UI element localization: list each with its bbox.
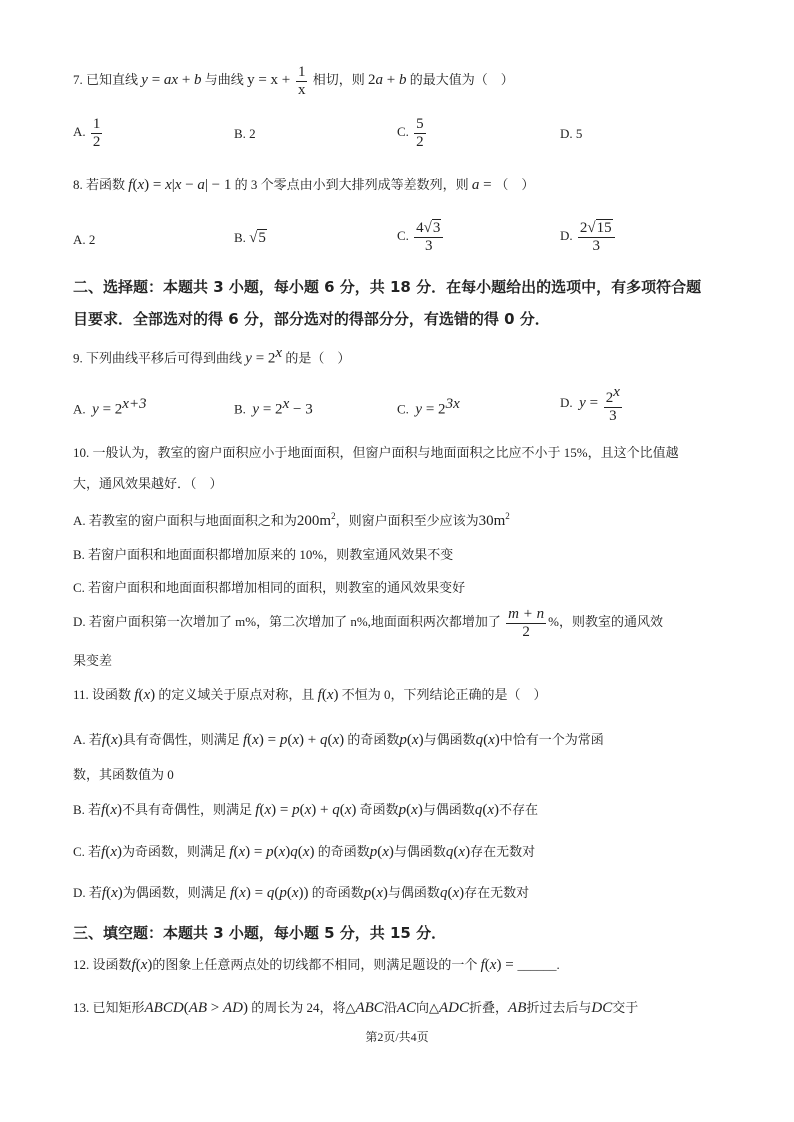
question-13: 13. 已知矩形ABCD(AB > AD) 的周长为 24，将△ABC沿AC向△ADC折叠，AB折过去后与DC交于 [73,1000,639,1016]
q8-option-a[interactable]: A. 2 [73,232,96,247]
q10-option-d[interactable]: D. 若窗户面积第一次增加了 m%，第二次增加了 n%,地面面积两次都增加了 $\frac{m + n}{2}$ %，则教室的通风效 [73,606,663,640]
q9-option-b[interactable]: B. $y = 2^x - 3$ [234,396,313,418]
question-9: 9. 下列曲线平移后可得到曲线 $y = 2^x$ 的是（ ） [73,345,351,367]
q11-option-a[interactable]: A. 若f(x)具有奇偶性，则满足 f(x) = p(x) + q(x) 的奇函数p(x)与偶函数q(x)中恰有一个为常函 [73,732,604,748]
q10-option-c[interactable]: C. 若窗户面积和地面面积都增加相同的面积，则教室的通风效果变好 [73,580,466,595]
q11-option-a-line2: 数，其函数值为 0 [73,767,174,782]
page-footer: 第2页/共4页 [365,1030,429,1044]
question-8: 8. 若函数 f(x) = x|x − a| − 1 的 3 个零点由小到大排列成等差数列，则 a = （ ） [73,177,535,193]
q8-option-b[interactable]: B. √5 [234,230,266,246]
question-10-line2: 大，通风效果越好．（ ） [73,476,223,491]
section-2-heading: 二、选择题：本题共 3 小题，每小题 6 分，共 18 分．在每小题给出的选项中，有多项符合题 [73,278,702,296]
q9-option-d[interactable]: D. y = $\frac{2^x}{3}$ [560,384,620,424]
question-12: 12. 设函数f(x)的图象上任意两点处的切线都不相同，则满足题设的一个 f(x) = ______. [73,957,560,973]
q11-option-c[interactable]: C. 若f(x)为奇函数，则满足 f(x) = p(x)q(x) 的奇函数p(x)与偶函数q(x)存在无数对 [73,844,536,860]
question-7: 7. 已知直线 y = ax + b 与曲线 y = x + $\frac{1}{x}$ 相切，则 2a + b 的最大值为（ ） [73,64,514,98]
section-2-heading-line2: 目要求．全部选对的得 6 分，部分选对的得部分分，有选错的得 0 分． [73,310,550,328]
section-3-heading: 三、填空题：本题共 3 小题，每小题 5 分，共 15 分． [73,924,447,942]
q11-option-d[interactable]: D. 若f(x)为偶函数，则满足 f(x) = q(p(x)) 的奇函数p(x)与偶函数q(x)存在无数对 [73,885,530,901]
q7-option-c[interactable]: C. $\frac{5}{2}$ [397,116,424,150]
q11-option-b[interactable]: B. 若f(x)不具有奇偶性，则满足 f(x) = p(x) + q(x) 奇函数p(x)与偶函数q(x)不存在 [73,802,539,818]
q9-option-c[interactable]: C. $y = 2^{3x}$ [397,396,460,418]
q8-option-d[interactable]: D. $\frac{2√15}{3}$ [560,220,617,254]
question-11: 11. 设函数 f(x) 的定义域关于原点对称，且 f(x) 不恒为 0，下列结论正确的是（ ） [73,687,547,703]
q10-option-d-line2: 果变差 [73,653,113,668]
q10-option-b[interactable]: B. 若窗户面积和地面面积都增加原来的 10%，则教室通风效果不变 [73,547,454,562]
q7-option-b[interactable]: B. 2 [234,126,256,141]
q8-option-c[interactable]: C. $\frac{4√3}{3}$ [397,220,445,254]
q9-option-a[interactable]: A. $y = 2^{x+3}$ [73,396,147,418]
question-10: 10. 一般认为，教室的窗户面积应小于地面面积，但窗户面积与地面面积之比应不小于 15%，且这个比值越 [73,445,679,460]
q7-option-d[interactable]: D. 5 [560,126,583,141]
q10-option-a[interactable]: A. 若教室的窗户面积与地面面积之和为$200m^2$，则窗户面积至少应该为$30m^2$ [73,511,510,529]
q7-option-a[interactable]: A. $\frac{1}{2}$ [73,116,101,150]
q12-answer-blank[interactable]: ______. [517,957,560,972]
